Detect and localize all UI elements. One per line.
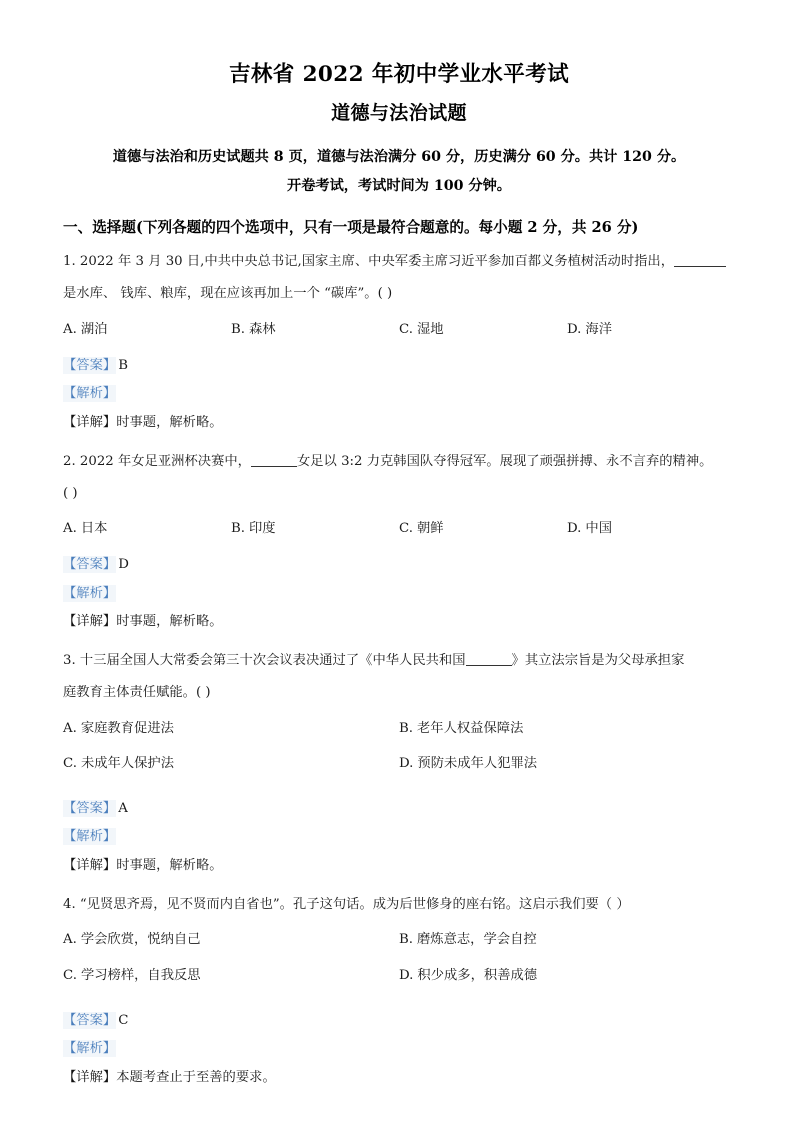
question-4-analysis-line (63, 1035, 735, 1064)
question-3-option-c[interactable] (63, 751, 399, 787)
option-text: 日本 (80, 521, 108, 537)
question-4-stem-line-1 (63, 892, 735, 918)
option-text: 积少成多，积善成德 (417, 968, 538, 984)
option-text: 老年人权益保障法 (417, 720, 524, 736)
question-1-option-b[interactable] (231, 317, 399, 344)
detail-tag: 【详解】 (63, 857, 117, 873)
option-letter: C. (399, 322, 413, 338)
option-letter: B. (231, 322, 245, 338)
question-2-option-b[interactable] (231, 516, 399, 543)
question-1-number: 1. (63, 254, 76, 270)
option-letter: C. (63, 968, 77, 984)
question-3-stem-line-1 (63, 648, 735, 674)
option-text: 家庭教育促进法 (80, 720, 174, 736)
question-4 (63, 881, 735, 1093)
option-letter: D. (567, 322, 582, 338)
question-2-blank (251, 453, 297, 467)
question-4-answer-block (63, 999, 735, 1093)
analysis-tag: 【解析】 (63, 829, 117, 845)
question-2-detail-text: 时事题，解析略。 (116, 614, 223, 630)
question-2-answer-line (63, 551, 735, 580)
option-text: 未成年人保护法 (80, 756, 175, 772)
question-2 (63, 438, 735, 637)
question-1-detail-text: 时事题，解析略。 (116, 415, 223, 431)
question-1-stem-line-1 (63, 249, 735, 275)
question-3-detail-text: 时事题，解析略。 (116, 857, 223, 873)
question-3-stem-text-before: 十三届全国人大常委会第三十次会议表决通过了《中华人民共和国 (79, 652, 466, 668)
question-4-option-b[interactable] (399, 927, 735, 963)
answer-tag: 【答案】 (63, 1012, 117, 1028)
option-text: 森林 (249, 322, 276, 338)
question-2-answer-block (63, 543, 735, 637)
question-2-options (63, 506, 735, 543)
question-2-stem-text-before: 2022 年女足亚洲杯决赛中， (79, 453, 251, 469)
question-1-option-c[interactable] (399, 317, 567, 344)
detail-tag: 【详解】 (63, 614, 117, 630)
question-1-stem-text: 2022 年 3 月 30 日,中共中央总书记,国家主席、中央军委主席习近平参加百都义务植树活动时指出， (79, 254, 675, 270)
question-3-answer-value: A (118, 800, 128, 816)
question-3-options (63, 706, 735, 787)
question-1 (63, 238, 735, 437)
analysis-tag: 【解析】 (63, 1041, 117, 1057)
question-3-option-a[interactable] (63, 716, 399, 752)
question-4-option-d[interactable] (399, 963, 735, 999)
question-4-option-c[interactable] (63, 963, 399, 999)
question-2-answer-value: D (118, 557, 129, 573)
question-1-detail-line (63, 409, 735, 438)
question-1-options (63, 307, 735, 344)
question-1-answer-line (63, 352, 735, 381)
question-3-detail-line (63, 852, 735, 881)
question-3-blank (466, 652, 512, 666)
question-3-option-b[interactable] (399, 716, 735, 752)
option-text: 预防未成年人犯罪法 (417, 756, 538, 772)
option-text: 磨炼意志，学会自控 (417, 932, 537, 948)
option-letter: B. (399, 720, 413, 736)
page-content (63, 0, 735, 1092)
question-3 (63, 637, 735, 881)
question-1-option-a[interactable] (63, 317, 231, 344)
option-letter: A. (63, 932, 77, 948)
option-text: 湖泊 (80, 322, 108, 338)
question-3-answer-block (63, 787, 735, 881)
detail-tag: 【详解】 (63, 415, 117, 431)
answer-tag: 【答案】 (63, 357, 117, 373)
option-letter: A. (63, 521, 77, 537)
option-letter: D. (567, 521, 582, 537)
question-3-stem-line-2: 庭教育主体责任赋能。( ) (63, 684, 211, 700)
page-title: 吉林省 2022 年初中学业水平考试 (228, 62, 569, 87)
question-4-detail-line (63, 1064, 735, 1093)
question-4-stem-text: “见贤思齐焉，见不贤而内自省也”。孔子这句话。成为后世修身的座右铭。这启示我们要（ ） (79, 896, 630, 912)
answer-tag: 【答案】 (63, 800, 117, 816)
question-4-option-a[interactable] (63, 927, 399, 963)
option-letter: C. (63, 756, 77, 772)
exam-notice-line-2: 开卷考试，考试时间为 100 分钟。 (287, 177, 511, 194)
question-1-blank (674, 253, 726, 267)
question-3-answer-line (63, 795, 735, 824)
question-1-analysis-line (63, 380, 735, 409)
option-text: 中国 (585, 521, 613, 537)
question-2-analysis-line (63, 580, 735, 609)
question-2-option-c[interactable] (399, 516, 567, 543)
question-4-detail-text: 本题考查止于至善的要求。 (116, 1069, 276, 1085)
option-letter: D. (399, 968, 414, 984)
answer-tag: 【答案】 (63, 557, 117, 573)
detail-tag: 【详解】 (63, 1069, 117, 1085)
question-3-option-d[interactable] (399, 751, 735, 787)
question-4-answer-line (63, 1007, 735, 1036)
option-text: 海洋 (585, 322, 613, 338)
option-letter: A. (63, 322, 77, 338)
question-2-stem-line-2: ( ) (63, 485, 78, 501)
question-3-stem-text-after: 》其立法宗旨是为父母承担家 (511, 652, 685, 668)
question-2-stem-text-after: 女足以 3:2 力克韩国队夺得冠军。展现了顽强拼搏、永不言弃的精神。 (296, 453, 713, 469)
section-heading-multiple-choice: 一、选择题(下列各题的四个选项中，只有一项是最符合题意的。每小题 2 分，共 26 分) (63, 218, 639, 236)
option-letter: B. (231, 521, 245, 537)
option-text: 湿地 (416, 322, 444, 338)
analysis-tag: 【解析】 (63, 386, 117, 402)
option-letter: A. (63, 720, 77, 736)
option-text: 学会欣赏，悦纳自己 (80, 932, 201, 948)
question-1-answer-block (63, 344, 735, 438)
question-1-stem-line-2: 是水库、 钱库、粮库，现在应该再加上一个 “碳库”。( ) (63, 286, 393, 302)
page-subtitle: 道德与法治试题 (331, 101, 467, 124)
question-4-answer-value: C (118, 1012, 129, 1028)
question-3-analysis-line (63, 823, 735, 852)
question-4-options (63, 917, 735, 998)
exam-notice-line-1: 道德与法治和历史试题共 8 页，道德与法治满分 60 分，历史满分 60 分。共计 120 分。 (112, 148, 686, 165)
option-letter: D. (399, 756, 414, 772)
option-text: 朝鲜 (416, 521, 444, 537)
question-2-number: 2. (63, 453, 76, 469)
option-text: 印度 (249, 521, 276, 537)
question-1-answer-value: B (118, 357, 128, 373)
option-text: 学习榜样，自我反思 (80, 968, 201, 984)
question-4-number: 4. (63, 896, 76, 912)
question-2-option-a[interactable] (63, 516, 231, 543)
analysis-tag: 【解析】 (63, 585, 117, 601)
option-letter: B. (399, 932, 413, 948)
question-1-option-d[interactable] (567, 317, 735, 344)
question-2-option-d[interactable] (567, 516, 735, 543)
option-letter: C. (399, 521, 413, 537)
question-3-number: 3. (63, 652, 76, 668)
question-2-stem-line-1 (63, 449, 735, 475)
question-2-detail-line (63, 608, 735, 637)
